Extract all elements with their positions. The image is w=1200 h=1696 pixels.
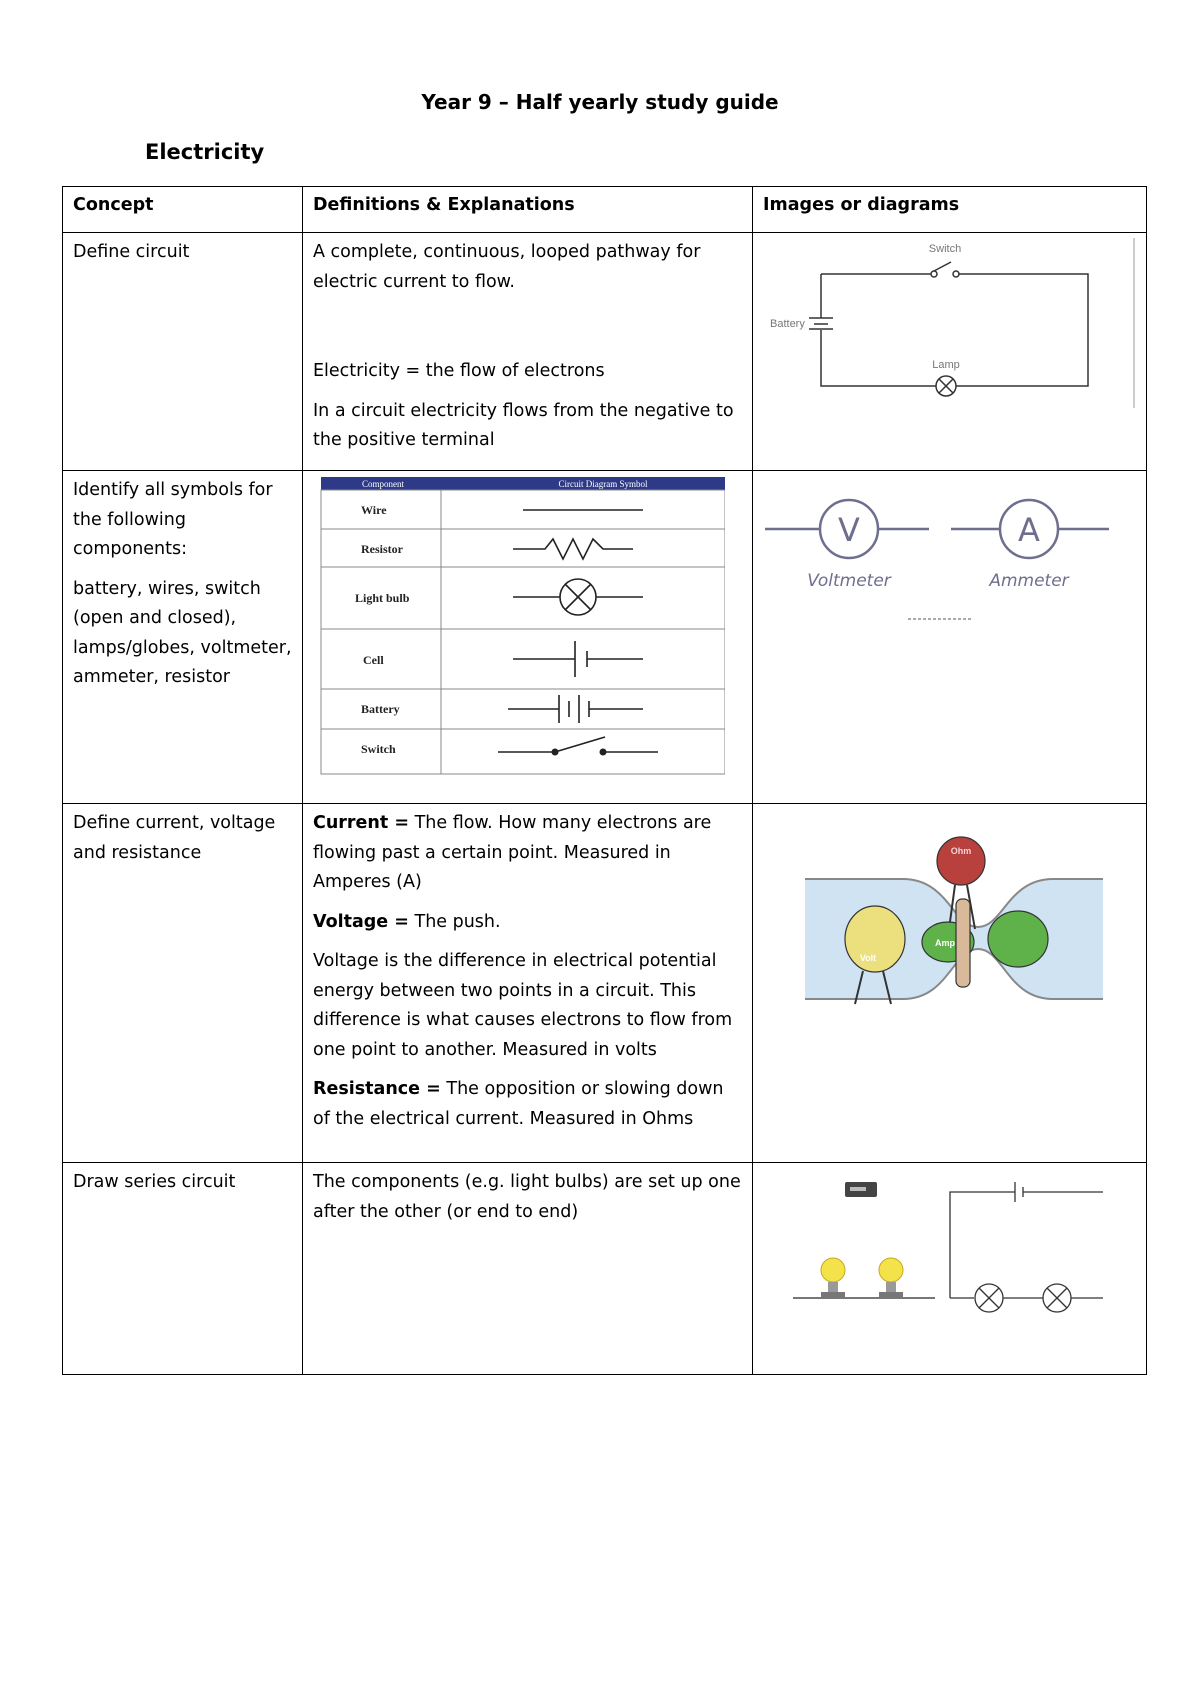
diagram-cell [753,1163,1147,1375]
ohm-amp-volt-cartoon [763,809,1135,1139]
table-row [63,1163,1147,1375]
amp-label: Amp [935,938,955,948]
concept-cell: Define current, voltage and resistance [63,804,303,1163]
ohm-character [937,837,985,885]
volt-label: Volt [859,953,877,963]
definition-cell [303,471,753,804]
bulb-photo [821,1258,845,1282]
diagram-cell [753,233,1147,471]
definition-cell: The components (e.g. light bulbs) are set up one after the other (or end to end) [303,1163,753,1375]
diagram-cell [753,471,1147,804]
voltage-detail: Voltage is the difference in electrical potential energy between two points in a circuit. This difference is what causes electrons to flow from one point to another. Measured in volts [313,951,733,1060]
symbol-table-image [313,477,725,775]
study-guide-table [62,186,1147,1375]
voltmeter-letter: V [838,511,860,549]
switch-lever [934,262,951,271]
series-wire [950,1192,1015,1298]
battery-label: Battery [770,318,805,330]
voltage-definition [313,908,742,938]
document-title: Year 9 – Half yearly study guide [421,90,779,114]
definition-cell [303,804,753,1163]
symbol-name-wire: Wire [361,503,387,517]
switch-contact [953,271,959,277]
symbol-name-cell: Cell [363,653,384,667]
symbol-name-light-bulb: Light bulb [355,591,410,605]
bulb-base [886,1282,896,1292]
header-images: Images or diagrams [753,187,1147,233]
header-concept: Concept [63,187,303,233]
table-row [63,804,1147,1163]
large-green-character [988,911,1048,967]
current-text: The flow. How many electrons are flowing past a certain point. Measured in Amperes (A) [313,813,712,892]
header-definitions: Definitions & Explanations [303,187,753,233]
concept-cell [63,471,303,804]
switch-contact [552,749,559,756]
squeeze-rope [956,899,970,987]
concept-paragraph: Identify all symbols for the following components: [73,480,273,559]
meter-symbols-image [763,476,1135,636]
ammeter-label: Ammeter [989,571,1069,591]
resistance-definition [313,1075,742,1134]
table-row [63,233,1147,471]
symbol-name-resistor: Resistor [361,542,403,556]
lamp-label: Lamp [932,359,960,371]
definition-cell [303,233,753,471]
symbol-header-symbol: Circuit Diagram Symbol [558,479,648,489]
symbol-name-battery: Battery [361,702,400,716]
voltage-term: Voltage = [313,911,409,932]
symbol-name-switch: Switch [361,742,396,756]
table-row [63,471,1147,804]
section-title: Electricity [145,140,265,164]
switch-label: Switch [928,243,962,255]
resistance-text: The opposition or slowing down of the electrical current. Measured in Ohms [313,1079,724,1129]
concept-paragraph: battery, wires, switch (open and closed), lamps/globes, voltmeter, ammeter, resistor [73,578,292,687]
switch-contact [931,271,937,277]
header-row [63,187,1147,233]
symbol-header-component: Component [362,479,404,489]
definition-paragraph: In a circuit electricity flows from the negative to the positive terminal [313,400,734,450]
definition-paragraph: A complete, continuous, looped pathway for electric current to flow. [313,242,701,292]
ohm-label: Ohm [950,846,972,856]
concept-cell: Draw series circuit [63,1163,303,1375]
series-circuit-diagram [950,1182,1103,1312]
light-bulb-photos [793,1258,935,1298]
resistance-term: Resistance = [313,1079,441,1099]
series-circuit-images [763,1168,1135,1318]
voltmeter-label: Voltmeter [807,571,891,591]
diagram-cell [753,804,1147,1163]
bulb-photo [879,1258,903,1282]
resistor-symbol [513,539,633,559]
simple-circuit-diagram [763,238,1135,408]
current-definition [313,809,742,898]
switch-contact [600,749,607,756]
definition-paragraph: Electricity = the flow of electrons [313,361,605,381]
bulb-base [828,1282,838,1292]
current-term: Current = [313,813,410,833]
concept-cell: Define circuit [63,233,303,471]
voltage-text: The push. [408,911,501,932]
ammeter-letter: A [1018,511,1040,549]
